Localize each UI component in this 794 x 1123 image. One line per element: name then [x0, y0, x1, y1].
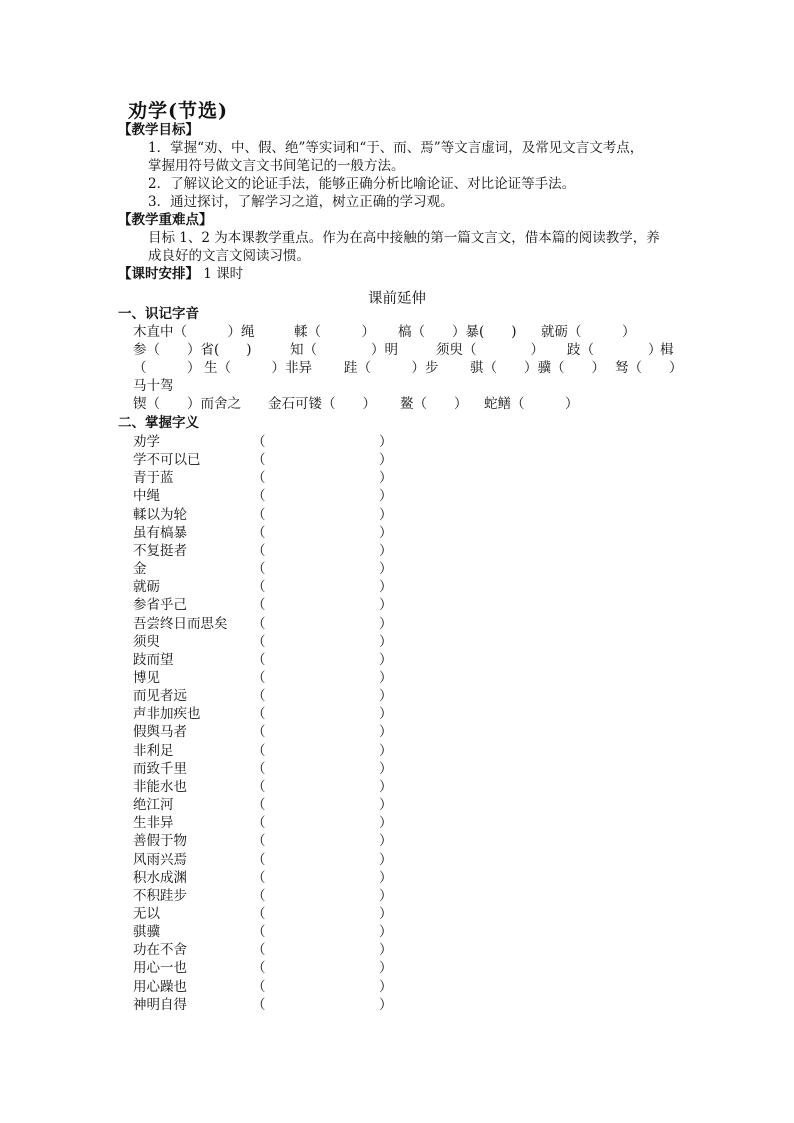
answer-blank-close: ） — [379, 452, 393, 469]
vocab-term: 金 — [133, 561, 147, 577]
answer-blank-open: （ — [252, 561, 266, 577]
answer-blank-open: （ — [252, 815, 266, 832]
goal-line: 1．掌握“劝、中、假、绝”等实词和“于、而、焉”等文言虚词，及常见文言文考点， — [148, 140, 644, 156]
vocab-term: 积水成渊 — [133, 869, 187, 886]
answer-blank-open: （ — [252, 579, 266, 596]
answer-blank-close: ） — [379, 670, 393, 686]
answer-blank-open: （ — [252, 996, 266, 1013]
vocab-term: 无以 — [133, 905, 160, 922]
answer-blank-open: （ — [252, 434, 266, 450]
vocab-term: 用心躁也 — [133, 978, 187, 995]
answer-blank-close: ） — [379, 742, 393, 759]
pronunciation-item: 金石可镂（ ） — [268, 396, 376, 412]
pronunciation-item: （ ） — [133, 360, 201, 376]
answer-blank-close: ） — [379, 978, 393, 995]
answer-blank-open: （ — [252, 924, 266, 940]
answer-blank-open: （ — [252, 542, 266, 559]
schedule-heading: 【课时安排】 — [118, 266, 199, 282]
answer-blank-close: ） — [379, 579, 393, 596]
vocab-term: 跂而望 — [133, 651, 174, 668]
key-point-line: 目标 1、2 为本课教学重点。作为在高中接触的第一篇文言文，借本篇的阅读教学，养 — [148, 230, 660, 246]
answer-blank-close: ） — [379, 760, 393, 777]
vocab-term: 非利足 — [133, 742, 174, 759]
answer-blank-open: （ — [252, 670, 266, 686]
vocab-term: 声非加疾也 — [133, 706, 201, 723]
answer-blank-close: ） — [379, 470, 393, 487]
answer-blank-close: ） — [379, 797, 393, 813]
vocab-term: 劝学 — [133, 434, 160, 450]
vocab-term: 须臾 — [133, 633, 160, 650]
answer-blank-open: （ — [252, 851, 266, 868]
vocab-term: 神明自得 — [133, 996, 187, 1013]
answer-blank-open: （ — [252, 778, 266, 795]
answer-blank-close: ） — [379, 706, 393, 723]
part1-heading: 一、识记字音 — [118, 306, 199, 322]
answer-blank-open: （ — [252, 688, 266, 705]
answer-blank-open: （ — [252, 470, 266, 487]
schedule-value: 1 课时 — [203, 266, 244, 282]
answer-blank-close: ） — [379, 942, 393, 959]
answer-blank-close: ） — [379, 524, 393, 541]
answer-blank-close: ） — [379, 434, 393, 450]
goal-line: 掌握用符号做文言文书间笔记的一般方法。 — [148, 158, 405, 174]
pronunciation-item: 骐（ ）骥（ ） — [470, 360, 605, 376]
pronunciation-item: 马十驾 — [133, 378, 174, 394]
answer-blank-open: （ — [252, 942, 266, 959]
answer-blank-close: ） — [379, 506, 393, 523]
answer-blank-close: ） — [379, 905, 393, 922]
answer-blank-open: （ — [252, 742, 266, 759]
pronunciation-item: 知（ ）明 — [290, 342, 398, 358]
schedule-line — [118, 265, 243, 283]
answer-blank-open: （ — [252, 869, 266, 886]
vocab-term: 参省乎己 — [133, 597, 187, 614]
vocab-term: 輮以为轮 — [133, 506, 187, 523]
answer-blank-open: （ — [252, 506, 266, 523]
part2-heading: 二、掌握字义 — [118, 415, 199, 431]
answer-blank-close: ） — [379, 815, 393, 832]
answer-blank-open: （ — [252, 797, 266, 813]
pronunciation-item: 锲（ ）而舍之 — [133, 396, 241, 412]
answer-blank-open: （ — [252, 452, 266, 469]
answer-blank-close: ） — [379, 561, 393, 577]
answer-blank-close: ） — [379, 688, 393, 705]
goals-heading: 【教学目标】 — [118, 122, 199, 138]
vocab-term: 博见 — [133, 670, 160, 686]
answer-blank-close: ） — [379, 488, 393, 505]
answer-blank-open: （ — [252, 833, 266, 850]
pronunciation-item: 楫 — [660, 342, 674, 358]
answer-blank-open: （ — [252, 615, 266, 632]
pronunciation-item: 驽（ ） — [615, 360, 683, 376]
key-point-line: 成良好的文言文阅读习惯。 — [148, 248, 310, 264]
answer-blank-open: （ — [252, 706, 266, 723]
pronunciation-item: 木直中（ ）绳 — [133, 324, 255, 340]
answer-blank-close: ） — [379, 833, 393, 850]
pronunciation-item: 就砺（ ） — [541, 324, 636, 340]
goal-line: 2．了解议论文的论证手法，能够正确分析比喻论证、对比论证等手法。 — [148, 176, 576, 192]
pronunciation-item: 蛇鳝（ ） — [484, 396, 579, 412]
answer-blank-close: ） — [379, 869, 393, 886]
answer-blank-open: （ — [252, 524, 266, 541]
vocab-term: 而见者远 — [133, 688, 187, 705]
vocab-term: 功在不舍 — [133, 942, 187, 959]
key-points-heading: 【教学重难点】 — [118, 212, 213, 228]
answer-blank-close: ） — [379, 542, 393, 559]
vocab-term: 而致千里 — [133, 760, 187, 777]
answer-blank-close: ） — [379, 615, 393, 632]
answer-blank-close: ） — [379, 778, 393, 795]
vocab-term: 风雨兴焉 — [133, 851, 187, 868]
pronunciation-item: 鳌（ ） — [400, 396, 468, 412]
answer-blank-close: ） — [379, 887, 393, 904]
vocab-term: 善假于物 — [133, 833, 187, 850]
vocab-term: 学不可以已 — [133, 452, 201, 469]
answer-blank-close: ） — [379, 996, 393, 1013]
pronunciation-item: 跂（ ） — [567, 342, 662, 358]
answer-blank-close: ） — [379, 924, 393, 940]
vocab-term: 假舆马者 — [133, 724, 187, 741]
answer-blank-close: ） — [379, 633, 393, 650]
pronunciation-item: 跬（ ）步 — [344, 360, 439, 376]
vocab-term: 生非异 — [133, 815, 174, 832]
answer-blank-close: ） — [379, 651, 393, 668]
page-title: 劝学(节选) — [128, 100, 228, 122]
vocab-term: 中绳 — [133, 488, 160, 505]
pronunciation-item: 须臾（ ） — [436, 342, 544, 358]
pronunciation-item: 生（ ）非异 — [204, 360, 312, 376]
answer-blank-open: （ — [252, 905, 266, 922]
answer-blank-open: （ — [252, 488, 266, 505]
answer-blank-open: （ — [252, 724, 266, 741]
answer-blank-close: ） — [379, 960, 393, 977]
vocab-term: 非能水也 — [133, 778, 187, 795]
pronunciation-item: 槁（ ）暴( ) — [398, 324, 517, 340]
vocab-term: 不复挺者 — [133, 542, 187, 559]
answer-blank-open: （ — [252, 887, 266, 904]
vocab-term: 就砺 — [133, 579, 160, 596]
answer-blank-close: ） — [379, 724, 393, 741]
answer-blank-open: （ — [252, 633, 266, 650]
answer-blank-close: ） — [379, 851, 393, 868]
pronunciation-item: 参（ ）省( ) — [133, 342, 252, 358]
answer-blank-open: （ — [252, 651, 266, 668]
answer-blank-close: ） — [379, 597, 393, 614]
preclass-heading: 课前延伸 — [368, 291, 426, 307]
answer-blank-open: （ — [252, 597, 266, 614]
vocab-term: 吾尝终日而思矣 — [133, 615, 228, 632]
answer-blank-open: （ — [252, 760, 266, 777]
vocab-term: 绝江河 — [133, 797, 174, 813]
pronunciation-item: 輮（ ） — [294, 324, 375, 340]
vocab-term: 不积跬步 — [133, 887, 187, 904]
answer-blank-open: （ — [252, 960, 266, 977]
vocab-term: 用心一也 — [133, 960, 187, 977]
goal-line: 3．通过探讨，了解学习之道，树立正确的学习观。 — [148, 194, 454, 210]
vocab-term: 骐骥 — [133, 924, 160, 940]
answer-blank-open: （ — [252, 978, 266, 995]
vocab-term: 青于蓝 — [133, 470, 174, 487]
vocab-term: 虽有槁暴 — [133, 524, 187, 541]
